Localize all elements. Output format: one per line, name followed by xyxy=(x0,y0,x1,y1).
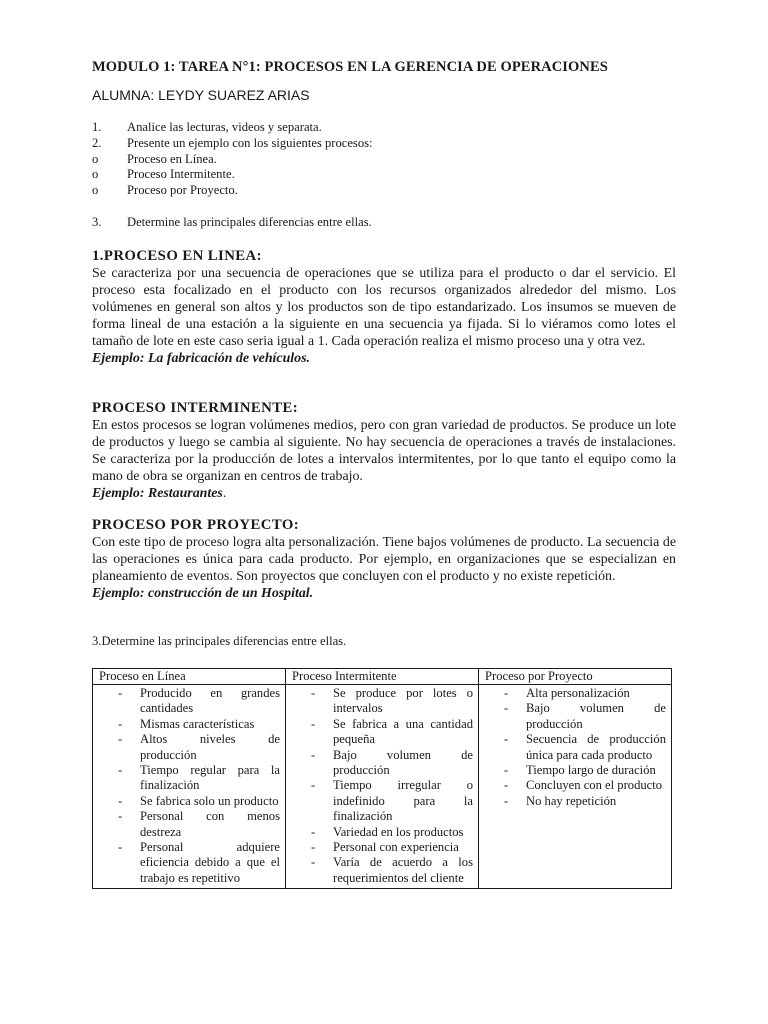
list-item xyxy=(286,778,473,824)
list-item xyxy=(479,794,666,809)
task-text: Proceso por Proyecto. xyxy=(127,183,238,198)
example-text: Ejemplo: Restaurantes xyxy=(92,486,223,502)
section-body: Con este tipo de proceso logra alta personalización. Tiene bajos volúmenes de producto. La secuencia de las operaciones es única para cada producto. Por ejemplo, en organizaciones que se especializan en planeamiento de eventos. Son proyectos que concluyen con el producto y no existe repetición. xyxy=(92,535,676,585)
example-tail: . xyxy=(222,486,227,502)
dash-bullet: - xyxy=(504,778,509,793)
dash-bullet: - xyxy=(311,747,316,762)
list-item-text: Bajo volumen de producción xyxy=(526,701,666,731)
list-item-text: Se produce por lotes o intervalos xyxy=(333,686,473,716)
list-item-text: Altos niveles de producción xyxy=(140,732,280,762)
dash-bullet: - xyxy=(311,716,316,731)
task-item xyxy=(92,136,692,152)
list-item xyxy=(286,825,473,840)
task-text: Presente un ejemplo con los siguientes procesos: xyxy=(127,135,373,150)
differences-title: 3.Determine las principales diferencias entre ellas. xyxy=(92,634,347,648)
list-item-text: Alta personalización xyxy=(526,686,630,700)
list-item xyxy=(93,840,280,886)
dash-bullet: - xyxy=(504,793,509,808)
list-item xyxy=(286,748,473,779)
section-heading: 1.PROCESO EN LINEA: xyxy=(92,248,262,264)
list-item xyxy=(93,763,280,794)
document-title: MODULO 1: TAREA N°1: PROCESOS EN LA GERENCIA DE OPERACIONES xyxy=(92,59,608,75)
table-row xyxy=(93,685,672,889)
dash-bullet: - xyxy=(118,732,123,747)
dash-bullet: - xyxy=(118,793,123,808)
example-text: Ejemplo: La fabricación de vehículos. xyxy=(92,351,310,367)
dash-bullet: - xyxy=(504,686,509,700)
section-heading: PROCESO INTERMINENTE: xyxy=(92,400,299,416)
list-item-text: No hay repetición xyxy=(526,793,617,808)
list-item-text: Mismas características xyxy=(140,716,255,731)
task-text: Proceso Intermitente. xyxy=(127,167,235,182)
task-marker: 2. xyxy=(92,135,102,150)
dash-bullet: - xyxy=(311,686,316,700)
list-item-text: Producido en grandes cantidades xyxy=(140,686,280,716)
dash-bullet: - xyxy=(118,686,123,700)
section-example xyxy=(92,350,676,367)
item-list xyxy=(93,686,280,886)
dash-bullet: - xyxy=(311,840,316,855)
item-list xyxy=(286,686,473,886)
list-item-text: Concluyen con el producto xyxy=(526,778,663,793)
list-item-text: Bajo volumen de producción xyxy=(333,747,473,778)
dash-bullet: - xyxy=(311,778,316,793)
differences-table xyxy=(92,668,672,889)
list-item-text: Tiempo regular para la finalización xyxy=(140,763,280,793)
table-cell xyxy=(286,685,479,889)
column-header: Proceso en Línea xyxy=(93,669,286,685)
dash-bullet: - xyxy=(311,824,316,839)
list-item xyxy=(93,794,280,809)
table-cell xyxy=(93,685,286,889)
list-item xyxy=(286,840,473,855)
list-item xyxy=(479,701,666,732)
task-bullet: o xyxy=(92,151,99,166)
list-item xyxy=(93,732,280,763)
section-body: En estos procesos se logran volúmenes medios, pero con gran variedad de productos. Se produce un lote de productos y luego se cambia al siguiente. No hay secuencia de operaciones a través de instalaciones. Se caracteriza por la producción de lotes a intervalos intermitentes, por lo que tanto el equipo como la mano de obra se organizan en centros de trabajo. xyxy=(92,418,676,485)
dash-bullet: - xyxy=(118,840,123,855)
section-body: Se caracteriza por una secuencia de operaciones que se utiliza para el producto o dar el servicio. El proceso esta focalizado en el producto con los recursos organizados alrededor del mismo. Los volúmenes en general son altos y los productos son de tipo estandarizado. Los insumos se mueven de forma lineal de una estación a la siguiente en una secuencia ya fijada. Si lo viéramos como lotes el tamaño de lote en este caso seria igual a 1. Cada operación realiza el mismo proceso una y otra vez. xyxy=(92,266,676,350)
section-proceso-intermitente xyxy=(92,400,676,502)
section-heading: PROCESO POR PROYECTO: xyxy=(92,517,300,533)
list-item xyxy=(479,763,666,778)
list-item xyxy=(479,686,666,701)
task-marker: 3. xyxy=(92,214,102,229)
list-item-text: Personal con menos destreza xyxy=(140,809,280,839)
dash-bullet: - xyxy=(118,809,123,824)
dash-bullet: - xyxy=(118,716,123,731)
dash-bullet: - xyxy=(118,763,123,778)
task-item xyxy=(92,120,692,136)
task-list xyxy=(92,120,692,231)
list-item-text: Se fabrica a una cantidad pequeña xyxy=(333,716,473,747)
task-bullet: o xyxy=(92,167,99,182)
list-item xyxy=(479,732,666,763)
list-item-text: Varía de acuerdo a los requerimientos del cliente xyxy=(333,855,473,885)
task-text: Analice las lecturas, videos y separata. xyxy=(127,120,322,134)
list-item xyxy=(93,809,280,840)
column-header: Proceso Intermitente xyxy=(286,669,479,685)
list-item xyxy=(286,686,473,717)
task-marker: 1. xyxy=(92,120,102,134)
column-header: Proceso por Proyecto xyxy=(479,669,672,685)
list-item-text: Secuencia de producción única para cada producto xyxy=(526,732,666,762)
student-name: ALUMNA: LEYDY SUAREZ ARIAS xyxy=(92,87,310,103)
dash-bullet: - xyxy=(504,732,509,747)
table-header-row xyxy=(93,669,672,685)
section-proceso-por-proyecto xyxy=(92,517,676,602)
list-item-text: Se fabrica solo un producto xyxy=(140,793,279,808)
list-item xyxy=(286,855,473,886)
list-item-text: Tiempo irregular o indefinido para la finalización xyxy=(333,778,473,824)
dash-bullet: - xyxy=(504,763,509,778)
dash-bullet: - xyxy=(311,855,316,870)
task-item xyxy=(92,183,692,199)
list-item-text: Tiempo largo de duración xyxy=(526,763,656,778)
list-item xyxy=(286,717,473,748)
task-bullet: o xyxy=(92,183,99,198)
list-item xyxy=(93,717,280,732)
table-cell xyxy=(479,685,672,889)
list-item xyxy=(479,778,666,793)
list-item xyxy=(93,686,280,717)
task-item xyxy=(92,215,692,231)
task-item xyxy=(92,167,692,183)
list-item-text: Personal con experiencia xyxy=(333,840,459,855)
list-item-text: Personal adquiere eficiencia debido a que el trabajo es repetitivo xyxy=(140,840,280,885)
item-list xyxy=(479,686,666,809)
task-text: Determine las principales diferencias entre ellas. xyxy=(127,214,372,229)
section-example xyxy=(92,585,676,602)
list-item-text: Variedad en los productos xyxy=(333,824,464,839)
section-example xyxy=(92,485,676,502)
task-item xyxy=(92,152,692,168)
section-proceso-en-linea xyxy=(92,248,676,368)
task-text: Proceso en Línea. xyxy=(127,151,217,166)
example-text: Ejemplo: construcción de un Hospital. xyxy=(92,586,314,602)
dash-bullet: - xyxy=(504,701,509,716)
